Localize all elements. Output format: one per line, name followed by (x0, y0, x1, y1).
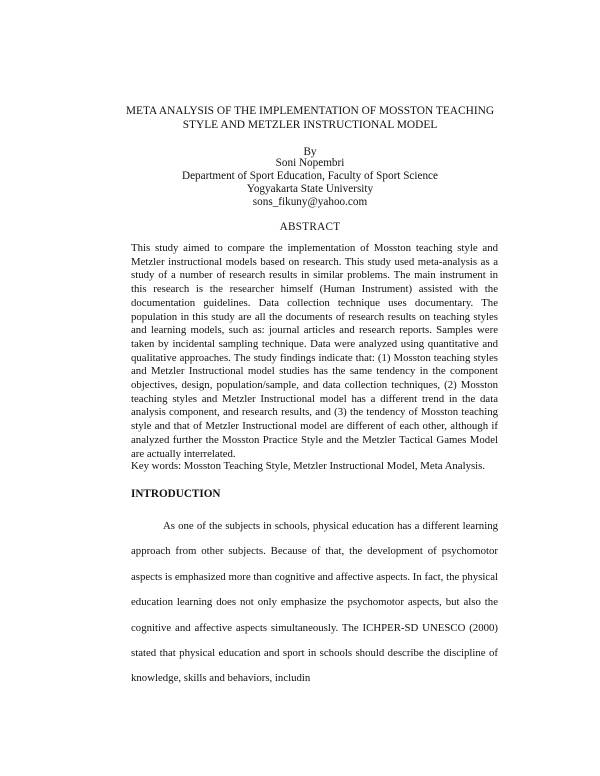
author-email: sons_fikuny@yahoo.com (252, 196, 368, 208)
introduction-text: As one of the subjects in schools, physical education has a different learning approach from other subjects. Because of that, the development of psychomotor aspects is emphasized more than cognitive and affective aspects. In fact, the physical education learning does not only emphasize the psychomotor aspects, but also the cognitive and affective aspects simultaneously. The ICHPER-SD UNESCO (2000) stated that physical education and sport in schools should describe the discipline of knowledge, skills and behaviors, includin (131, 520, 498, 685)
abstract-heading: ABSTRACT (279, 221, 341, 233)
byline-label: By (303, 146, 317, 158)
abstract-text: This study aimed to compare the implementation of Mosston teaching style and Metzler instructional models based on research. This study used meta-analysis as a study of a number of research results in similar problems. The main instrument in this research is the researcher himself (Human Instrument) assisted with the documentation guidelines. Data collection technique uses documentary. The population in this study are all the documents of research results on teaching styles and learning models, such as: journal articles and research reports. Samples were taken by incidental sampling technique. Data were analyzed using quantitative and qualitative approaches. The study findings indicate that: (1) Mosston teaching styles and Metzler Instructional model studies has the same tendency in the component objectives, design, population/sample, and data collection techniques, (2) Mosston teaching styles and Metzler Instructional model has a different trend in the data analysis component, and research results, and (3) the tendency of Mosston teaching style and that of Metzler Instructional model are different of each other, although if analyzed further the Mosston Practice Style and the Metzler Tactical Games Model are actually interrelated. (131, 242, 498, 460)
author-university: Yogyakarta State University (246, 183, 374, 195)
author-department: Department of Sport Education, Faculty of Sport Science (181, 170, 438, 182)
introduction-heading: INTRODUCTION (131, 488, 221, 500)
keywords: Key words: Mosston Teaching Style, Metzler Instructional Model, Meta Analysis. (131, 460, 486, 472)
paper-title: META ANALYSIS OF THE IMPLEMENTATION OF MOSSTON TEACHING STYLE AND METZLER INSTRUCTIONAL MODEL (125, 105, 495, 131)
author-name: Soni Nopembri (275, 157, 345, 169)
